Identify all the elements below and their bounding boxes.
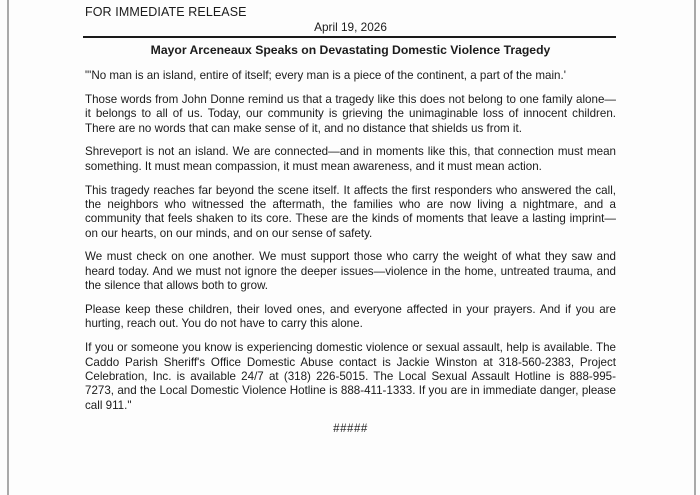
- paragraph-check-on-one-another: We must check on one another. We must support those who carry the weight of what they saw and heard today. And we must not ignore the deeper issues—violence in the home, untreated trauma, and the silence that allows both to grow.: [85, 250, 616, 293]
- paragraph-prayers: Please keep these children, their loved ones, and everyone affected in your prayers. And if you are hurting, reach out. You do not have to carry this alone.: [85, 302, 616, 331]
- press-release-body: [85, 69, 616, 413]
- header-rule: [83, 36, 616, 38]
- end-mark: #####: [333, 422, 368, 436]
- press-release-page: [85, 0, 616, 435]
- page-edge-right: [694, 0, 696, 495]
- paragraph-quote: "'No man is an island, entire of itself; every man is a piece of the continent, a part of the main.': [85, 69, 566, 82]
- release-label: FOR IMMEDIATE RELEASE: [85, 5, 247, 19]
- paragraph-tragedy-reach: This tragedy reaches far beyond the scene itself. It affects the first responders who answered the call, the neighbors who witnessed the aftermath, the families who are now living a nightmare, and a community that feels shaken to its core. These are the kinds of moments that leave a lasting imprint—on our hearts, on our minds, and on our sense of safety.: [85, 183, 616, 240]
- page-edge-left: [7, 0, 9, 495]
- paragraph-john-donne: Those words from John Donne remind us that a tragedy like this does not belong to one family alone—it belongs to all of us. Today, our community is grieving the unimaginable loss of innocent children. There are no words that can make sense of it, and no distance that shields us from it.: [85, 92, 616, 135]
- paragraph-shreveport: Shreveport is not an island. We are connected—and in moments like this, that connection must mean something. It must mean compassion, it must mean awareness, and it must mean action.: [85, 145, 616, 173]
- release-date: April 19, 2026: [314, 20, 387, 34]
- paragraph-resources: If you or someone you know is experiencing domestic violence or sexual assault, help is available. The Caddo Parish Sheriff's Office Domestic Abuse contact is Jackie Winston at 318-560-2383, Project Celebration, Inc. is available 24/7 at (318) 226-5015. The Local Sexual Assault Hotline is 888-995-7273, and the Local Domestic Violence Hotline is 888-411-1333. If you are in immediate danger, please call 911.": [85, 341, 616, 412]
- headline: Mayor Arceneaux Speaks on Devastating Domestic Violence Tragedy: [150, 43, 551, 57]
